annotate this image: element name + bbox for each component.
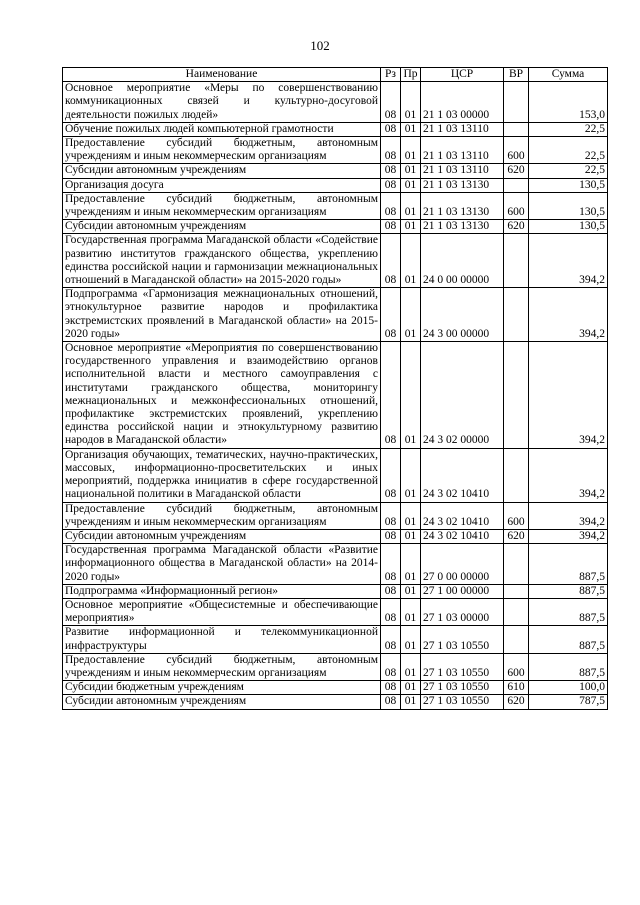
- header-csr: ЦСР: [421, 68, 504, 82]
- cell-pr: 01: [401, 137, 421, 164]
- cell-rz: 08: [381, 544, 401, 585]
- cell-name: Основное мероприятие «Общесистемные и обеспечивающие мероприятия»: [63, 598, 381, 625]
- cell-rz: 08: [381, 695, 401, 709]
- cell-csr: 24 3 02 10410: [421, 502, 504, 529]
- cell-pr: 01: [401, 529, 421, 543]
- table-row: [63, 192, 608, 219]
- cell-vr: 620: [504, 529, 529, 543]
- cell-csr: 27 1 03 10550: [421, 681, 504, 695]
- cell-sum: 130,5: [529, 178, 608, 192]
- cell-csr: 21 1 03 13130: [421, 178, 504, 192]
- cell-vr: [504, 448, 529, 502]
- cell-rz: 08: [381, 164, 401, 178]
- cell-name: Субсидии автономным учреждениям: [63, 695, 381, 709]
- cell-sum: 394,2: [529, 502, 608, 529]
- header-rz: Рз: [381, 68, 401, 82]
- cell-sum: 394,2: [529, 448, 608, 502]
- table-row: [63, 598, 608, 625]
- cell-vr: 620: [504, 695, 529, 709]
- table-row: [63, 448, 608, 502]
- table-row: [63, 653, 608, 680]
- cell-vr: [504, 626, 529, 653]
- cell-pr: 01: [401, 164, 421, 178]
- cell-sum: 887,5: [529, 544, 608, 585]
- cell-vr: 600: [504, 137, 529, 164]
- cell-pr: 01: [401, 82, 421, 123]
- cell-name: Развитие информационной и телекоммуникационной инфраструктуры: [63, 626, 381, 653]
- cell-rz: 08: [381, 598, 401, 625]
- cell-sum: 22,5: [529, 122, 608, 136]
- cell-rz: 08: [381, 681, 401, 695]
- cell-rz: 08: [381, 529, 401, 543]
- cell-csr: 21 1 03 13110: [421, 122, 504, 136]
- table-row: [63, 695, 608, 709]
- cell-sum: 394,2: [529, 288, 608, 342]
- cell-pr: 01: [401, 220, 421, 234]
- table-body: [63, 82, 608, 709]
- cell-vr: 600: [504, 653, 529, 680]
- cell-name: Субсидии автономным учреждениям: [63, 164, 381, 178]
- cell-csr: 21 1 03 13130: [421, 220, 504, 234]
- cell-name: Государственная программа Магаданской области «Содействие развитию институтов гражданского общества, укреплению единства российской нации и гармонизации межнациональных отношений в Магаданской области» на 2015-2020 годы»: [63, 234, 381, 288]
- cell-csr: 24 0 00 00000: [421, 234, 504, 288]
- cell-sum: 887,5: [529, 626, 608, 653]
- cell-rz: 08: [381, 122, 401, 136]
- cell-name: Предоставление субсидий бюджетным, автономным учреждениям и иным некоммерческим организациям: [63, 192, 381, 219]
- table-row: [63, 342, 608, 449]
- cell-csr: 27 0 00 00000: [421, 544, 504, 585]
- cell-csr: 21 1 03 13110: [421, 164, 504, 178]
- cell-sum: 22,5: [529, 164, 608, 178]
- cell-name: Подпрограмма «Информационный регион»: [63, 584, 381, 598]
- cell-pr: 01: [401, 122, 421, 136]
- cell-csr: 21 1 03 13110: [421, 137, 504, 164]
- table-row: [63, 234, 608, 288]
- cell-pr: 01: [401, 448, 421, 502]
- cell-sum: 130,5: [529, 192, 608, 219]
- cell-sum: 394,2: [529, 529, 608, 543]
- cell-pr: 01: [401, 544, 421, 585]
- table-row: [63, 164, 608, 178]
- cell-name: Предоставление субсидий бюджетным, автономным учреждениям и иным некоммерческим организациям: [63, 653, 381, 680]
- cell-vr: [504, 544, 529, 585]
- cell-csr: 27 1 03 10550: [421, 695, 504, 709]
- cell-name: Подпрограмма «Гармонизация межнациональных отношений, этнокультурное развитие народов и профилактика экстремистских проявлений в Магаданской области» на 2015-2020 годы»: [63, 288, 381, 342]
- cell-name: Основное мероприятие «Меры по совершенствованию коммуникационных связей и культурно-досуговой деятельности пожилых людей»: [63, 82, 381, 123]
- cell-rz: 08: [381, 342, 401, 449]
- table-row: [63, 529, 608, 543]
- table-row: [63, 178, 608, 192]
- cell-rz: 08: [381, 626, 401, 653]
- cell-csr: 24 3 02 10410: [421, 448, 504, 502]
- cell-vr: 600: [504, 192, 529, 219]
- cell-csr: 27 1 03 10550: [421, 653, 504, 680]
- cell-rz: 08: [381, 178, 401, 192]
- cell-name: Государственная программа Магаданской области «Развитие информационного общества в Магаданской области» на 2014-2020 годы»: [63, 544, 381, 585]
- table-row: [63, 502, 608, 529]
- table-row: [63, 122, 608, 136]
- cell-pr: 01: [401, 598, 421, 625]
- cell-rz: 08: [381, 584, 401, 598]
- cell-rz: 08: [381, 288, 401, 342]
- cell-pr: 01: [401, 192, 421, 219]
- cell-csr: 24 3 02 10410: [421, 529, 504, 543]
- table-row: [63, 584, 608, 598]
- cell-csr: 27 1 03 10550: [421, 626, 504, 653]
- cell-vr: [504, 288, 529, 342]
- cell-name: Предоставление субсидий бюджетным, автономным учреждениям и иным некоммерческим организациям: [63, 502, 381, 529]
- cell-rz: 08: [381, 82, 401, 123]
- cell-vr: [504, 122, 529, 136]
- cell-sum: 887,5: [529, 584, 608, 598]
- cell-rz: 08: [381, 137, 401, 164]
- cell-vr: [504, 82, 529, 123]
- cell-vr: [504, 178, 529, 192]
- cell-csr: 27 1 03 00000: [421, 598, 504, 625]
- cell-rz: 08: [381, 192, 401, 219]
- cell-sum: 22,5: [529, 137, 608, 164]
- cell-rz: 08: [381, 234, 401, 288]
- table-row: [63, 681, 608, 695]
- cell-pr: 01: [401, 681, 421, 695]
- cell-vr: [504, 598, 529, 625]
- cell-sum: 394,2: [529, 234, 608, 288]
- cell-rz: 08: [381, 502, 401, 529]
- cell-csr: 21 1 03 13130: [421, 192, 504, 219]
- cell-pr: 01: [401, 695, 421, 709]
- cell-sum: 787,5: [529, 695, 608, 709]
- cell-rz: 08: [381, 653, 401, 680]
- cell-sum: 130,5: [529, 220, 608, 234]
- cell-sum: 394,2: [529, 342, 608, 449]
- table-row: [63, 288, 608, 342]
- cell-csr: 27 1 00 00000: [421, 584, 504, 598]
- cell-csr: 24 3 00 00000: [421, 288, 504, 342]
- cell-name: Организация досуга: [63, 178, 381, 192]
- cell-vr: [504, 342, 529, 449]
- table-row: [63, 544, 608, 585]
- cell-csr: 24 3 02 00000: [421, 342, 504, 449]
- cell-vr: [504, 234, 529, 288]
- page-number: 102: [310, 38, 330, 53]
- budget-table: [62, 67, 608, 710]
- cell-vr: 610: [504, 681, 529, 695]
- cell-name: Основное мероприятие «Мероприятия по совершенствованию государственного управления и взаимодействию органов исполнительной власти и местного самоуправления с институтами гражданского общества, мониторингу межнациональных и межконфессиональных отношений, профилактике экстремистских проявлений, укреплению единства российской нации и этнокультурному развитию народов в Магаданской области»: [63, 342, 381, 449]
- table-row: [63, 220, 608, 234]
- cell-pr: 01: [401, 234, 421, 288]
- cell-csr: 21 1 03 00000: [421, 82, 504, 123]
- cell-vr: [504, 584, 529, 598]
- cell-name: Предоставление субсидий бюджетным, автономным учреждениям и иным некоммерческим организациям: [63, 137, 381, 164]
- header-pr: Пр: [401, 68, 421, 82]
- cell-vr: 620: [504, 164, 529, 178]
- cell-vr: 600: [504, 502, 529, 529]
- cell-sum: 887,5: [529, 653, 608, 680]
- cell-rz: 08: [381, 448, 401, 502]
- cell-pr: 01: [401, 653, 421, 680]
- cell-pr: 01: [401, 342, 421, 449]
- cell-name: Обучение пожилых людей компьютерной грамотности: [63, 122, 381, 136]
- cell-rz: 08: [381, 220, 401, 234]
- cell-sum: 100,0: [529, 681, 608, 695]
- header-sum: Сумма: [529, 68, 608, 82]
- header-vr: ВР: [504, 68, 529, 82]
- cell-sum: 887,5: [529, 598, 608, 625]
- cell-pr: 01: [401, 626, 421, 653]
- cell-vr: 620: [504, 220, 529, 234]
- cell-name: Субсидии автономным учреждениям: [63, 220, 381, 234]
- cell-sum: 153,0: [529, 82, 608, 123]
- table-row: [63, 137, 608, 164]
- cell-pr: 01: [401, 584, 421, 598]
- cell-pr: 01: [401, 178, 421, 192]
- cell-name: Организация обучающих, тематических, научно-практических, массовых, информационно-просветительских и иных мероприятий, поддержка инициатив в сфере государственной национальной политики в Магаданской области: [63, 448, 381, 502]
- cell-pr: 01: [401, 502, 421, 529]
- cell-name: Субсидии бюджетным учреждениям: [63, 681, 381, 695]
- cell-name: Субсидии автономным учреждениям: [63, 529, 381, 543]
- cell-pr: 01: [401, 288, 421, 342]
- table-row: [63, 82, 608, 123]
- table-header-row: [63, 68, 608, 82]
- table-row: [63, 626, 608, 653]
- header-name: Наименование: [63, 68, 381, 82]
